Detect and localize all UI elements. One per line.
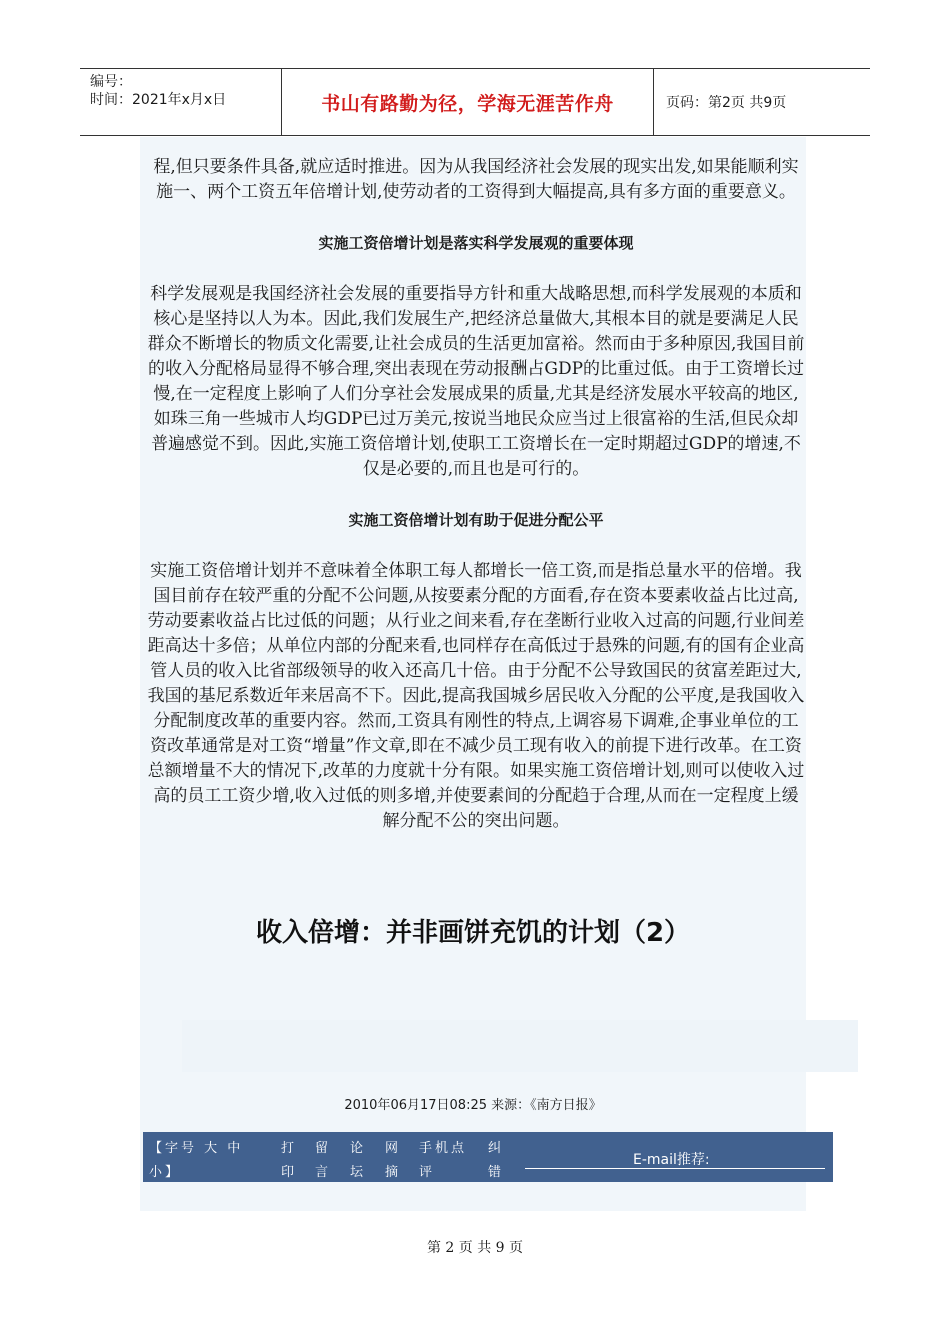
correct-label-1: 纠 xyxy=(488,1141,505,1156)
section-heading-1: 实施工资倍增计划是落实科学发展观的重要体现 xyxy=(318,234,634,252)
article-dateline: 2010年06月17日08:25 来源：《南方日报》 xyxy=(344,1098,602,1113)
article-title: 收入倍增：并非画饼充饥的计划（2） xyxy=(255,918,691,948)
excerpt-label-1: 网 xyxy=(385,1141,402,1156)
print-label-2: 印 xyxy=(281,1165,298,1180)
mobile-label-2: 评 xyxy=(419,1165,436,1180)
font-size-label: 【字号 大 中 xyxy=(149,1141,244,1156)
email-recommend-label: E-mail推荐: xyxy=(633,1152,710,1168)
correct-label-2: 错 xyxy=(488,1165,505,1180)
mobile-comment-button[interactable] xyxy=(419,1137,467,1185)
forum-label-1: 论 xyxy=(350,1141,367,1156)
article-body xyxy=(146,155,806,834)
article-paragraph-3: 实施工资倍增计划并不意味着全体职工每人都增长一倍工资,而是指总量水平的倍增。我国目前存在较严重的分配不公问题,从按要素分配的方面看,存在资本要素收益占比过高,劳动要素收益占比过低的问题；从行业之间来看,存在垄断行业收入过高的问题,行业间差距高达十多倍；从单位内部的分配来看,也同样存在高低过于悬殊的问题,有的国有企业高管人员的收入比省部级领导的收入还高几十倍。由于分配不公导致国民的贫富差距过大,我国的基尼系数近年来居高不下。因此,提高我国城乡居民收入分配的公平度,是我国收入分配制度改革的重要内容。然而,工资具有刚性的特点,上调容易下调难,企事业单位的工资改革通常是对工资“增量”作文章,即在不减少员工现有收入的前提下进行改革。在工资总额增量不大的情况下,改革的力度就十分有限。如果实施工资倍增计划,则可以使收入过高的员工工资少增,收入过低的则多增,并使要素间的分配趋于合理,从而在一定程度上缓解分配不公的突出问题。 xyxy=(147,561,805,831)
font-size-label-end: 小】 xyxy=(149,1165,182,1180)
forum-label-2: 坛 xyxy=(350,1165,367,1180)
article-paragraph-2: 科学发展观是我国经济社会发展的重要指导方针和重大战略思想,而科学发展观的本质和核心是坚持以人为本。因此,我们发展生产,把经济总量做大,其根本目的就是要满足人民群众不断增长的物质文化需要,让社会成员的生活更加富裕。然而由于多种原因,我国目前的收入分配格局显得不够合理,突出表现在劳动报酬占GDP的比重过低。由于工资增长过慢,在一定程度上影响了人们分享社会发展成果的质量,尤其是经济发展水平较高的地区,如珠三角一些城市人均GDP已过万美元,按说当地民众应当过上很富裕的生活,但民众却普遍感觉不到。因此,实施工资倍增计划,使职工工资增长在一定时期超过GDP的增速,不仅是必要的,而且也是可行的。 xyxy=(147,284,805,479)
ad-placeholder xyxy=(182,1020,858,1072)
report-error-button[interactable] xyxy=(488,1137,504,1185)
mobile-label-1: 手机点 xyxy=(419,1141,468,1156)
header-page-number: 页码：第2页 共9页 xyxy=(666,95,787,111)
print-label-1: 打 xyxy=(281,1141,298,1156)
email-input-line[interactable] xyxy=(525,1168,825,1169)
excerpt-button[interactable] xyxy=(385,1137,401,1185)
header-motto: 书山有路勤为径，学海无涯苦作舟 xyxy=(282,69,654,135)
excerpt-label-2: 摘 xyxy=(385,1165,402,1180)
comment-button[interactable] xyxy=(315,1137,331,1185)
forum-button[interactable] xyxy=(350,1137,366,1185)
header-table xyxy=(80,68,870,136)
toolbar-footer-strip xyxy=(175,1183,805,1211)
article-paragraph-1: 程,但只要条件具备,就应适时推进。因为从我国经济社会发展的现实出发,如果能顺利实施一、两个工资五年倍增计划,使劳动者的工资得到大幅提高,具有多方面的重要意义。 xyxy=(153,157,799,202)
article-toolbar xyxy=(143,1132,833,1182)
comment-label-2: 言 xyxy=(315,1165,332,1180)
print-button[interactable] xyxy=(281,1137,297,1185)
document-time: 时间：2021年x月x日 xyxy=(90,92,227,108)
font-size-control[interactable] xyxy=(149,1137,243,1185)
header-meta xyxy=(80,69,282,135)
document-number: 编号： xyxy=(90,74,132,90)
section-heading-2: 实施工资倍增计划有助于促进分配公平 xyxy=(348,511,604,529)
comment-label-1: 留 xyxy=(315,1141,332,1156)
page-footer: 第 2 页 共 9 页 xyxy=(426,1240,524,1256)
